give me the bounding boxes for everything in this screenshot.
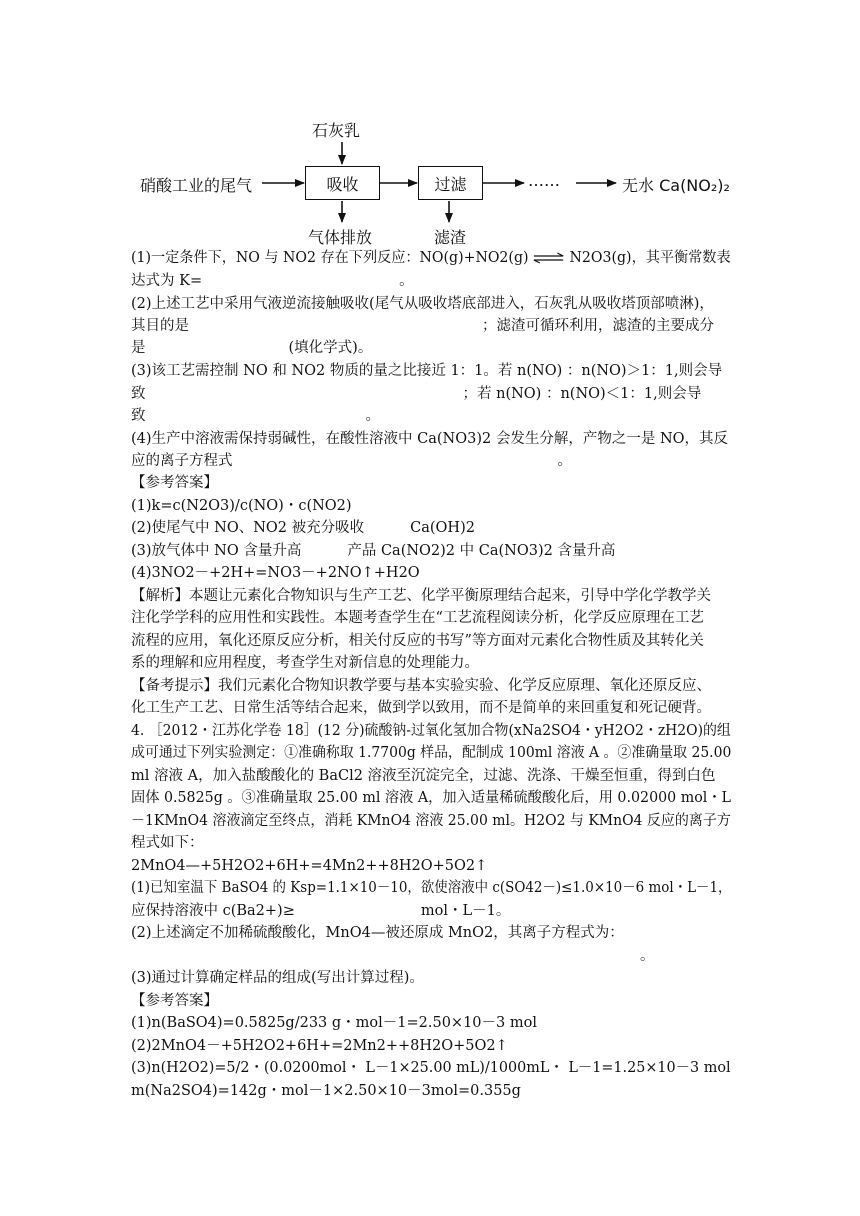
q1-line1 <box>131 248 731 268</box>
p4-q2-line-2: 。 <box>640 948 655 964</box>
q3-line3-a: 致 <box>131 408 146 424</box>
p4-line-4: 固体 0.5825g 。③准确量取 25.00 ml 溶液 A，加入适量稀硫酸酸化后，用 0.02000 mol・L <box>131 790 731 806</box>
process-flowchart <box>0 0 860 245</box>
answer1-item-2-a: (2)使尾气中 NO、NO2 被充分吸收 <box>131 520 365 536</box>
q2-line3-a: 是 <box>131 340 146 356</box>
flowchart-reagent-label: 石灰乳 <box>312 121 361 140</box>
q2-line3-b: (填化学式)。 <box>288 340 373 356</box>
q4-line2 <box>131 451 572 471</box>
q2-line2 <box>131 316 714 336</box>
q3-line2-b: ；若 n(NO) ：n(NO)＜1：1,则会导 <box>462 386 702 402</box>
flowchart-box-absorb: 吸收 <box>305 166 380 200</box>
analysis-line-2: 注化学学科的应用性和实践性。本题考查学生在“工艺流程阅读分析，化学反应原理在工艺 <box>131 610 704 626</box>
answer2-heading: 【参考答案】 <box>131 993 218 1009</box>
p4-line-5: －1KMnO4 溶液滴定至终点，消耗 KMnO4 溶液 25.00 ml。H2O2 与 KMnO4 反应的离子方 <box>131 813 731 829</box>
q4-line1: (4)生产中溶液需保持弱碱性，在酸性溶液中 Ca(NO3)2 会发生分解，产物之一是 NO，其反 <box>131 431 729 447</box>
flowchart-gas-label: 气体排放 <box>308 228 373 247</box>
q1-line2-b: 。 <box>399 273 414 289</box>
answer1-item-2-b: Ca(OH)2 <box>410 520 475 536</box>
q3-line3-b: 。 <box>365 408 380 424</box>
flowchart-output-label: 无水 Ca(NO₂)₂ <box>622 176 730 195</box>
p4-q3: (3)通过计算确定样品的组成(写出计算过程)。 <box>131 970 424 986</box>
q3-line2 <box>131 384 701 404</box>
p4-line-1: 4. ［2012・江苏化学卷 18］(12 分)硫酸钠-过氧化氢加合物(xNa2SO4・yH2O2・zH2O)的组 <box>131 723 731 739</box>
analysis-line-1: 【解析】本题让元素化合物知识与生产工艺、化学平衡原理结合起来，引导中学化学教学关 <box>131 588 711 604</box>
p4-q1-line-2 <box>131 901 510 921</box>
answer1-item-4: (4)3NO2－+2H+=NO3－+2NO↑+H2O <box>131 565 420 581</box>
q1-text-a: (1)一定条件下，NO 与 NO2 存在下列反应：NO(g)+NO2(g) <box>131 250 529 266</box>
p4-line-2: 成可通过下列实验测定：①准确称取 1.7700g 样品，配制成 100ml 溶液 A 。②准确量取 25.00 <box>131 745 732 761</box>
q1-text-b: N2O3(g)，其平衡常数表 <box>569 250 731 266</box>
answer2-item-1: (1)n(BaSO4)=0.5825g/233 g・mol－1=2.50×10－3 mol <box>131 1015 537 1031</box>
answer1-item-1: (1)k=c(N2O3)/c(NO)・c(NO2) <box>131 498 352 514</box>
q4-line2-a: 应的离子方程式 <box>131 453 233 469</box>
q2-line3 <box>131 338 372 358</box>
q3-line2-a: 致 <box>131 386 146 402</box>
answer1-item-3 <box>131 541 615 561</box>
q1-line2 <box>131 271 414 291</box>
q2-line2-a: 其目的是 <box>131 318 189 334</box>
analysis-line-4: 系的理解和应用程度，考查学生对新信息的处理能力。 <box>131 655 479 671</box>
answer1-item-3-a: (3)放气体中 NO 含量升高 <box>131 543 302 559</box>
tip-line-1: 【备考提示】我们元素化合物知识教学要与基本实验实验、化学反应原理、氧化还原反应、 <box>131 678 711 694</box>
q1-line2-a: 达式为 K= <box>131 273 203 289</box>
p4-q1-line-1: (1)已知室温下 BaSO4 的 Ksp=1.1×10－10，欲使溶液中 c(SO42－)≤1.0×10－6 mol・L－1， <box>131 880 732 896</box>
q3-line1: (3)该工艺需控制 NO 和 NO2 物质的量之比接近 1：1。若 n(NO) ：n(NO)＞1：1,则会导 <box>131 363 723 379</box>
q3-line3 <box>131 406 380 426</box>
answer1-heading: 【参考答案】 <box>131 475 218 491</box>
flowchart-residue-label: 滤渣 <box>434 228 467 247</box>
p4-q1-line-2-b: mol・L－1。 <box>420 903 511 919</box>
answer2-item-3: (3)n(H2O2)=5/2・(0.0200mol・ L－1×25.00 mL)/1000mL・ L－1=1.25×10－3 mol <box>131 1060 731 1076</box>
p4-line-6: 程式如下： <box>131 835 204 851</box>
p4-line-3: ml 溶液 A，加入盐酸酸化的 BaCl2 溶液至沉淀完全，过滤、洗涤、干燥至恒重，得到白色 <box>131 768 716 784</box>
p4-equation: 2MnO4—+5H2O2+6H+=4Mn2++8H2O+5O2↑ <box>131 858 488 874</box>
p4-q1-line-2-a: 应保持溶液中 c(Ba2+)≥ <box>131 903 295 919</box>
q2-line2-b: ；滤渣可循环利用，滤渣的主要成分 <box>482 318 714 334</box>
answer2-item-4: m(Na2SO4)=142g・mol－1×2.50×10－3mol=0.355g <box>131 1083 521 1099</box>
answer1-item-3-b: 产品 Ca(NO2)2 中 Ca(NO3)2 含量升高 <box>347 543 616 559</box>
answer2-item-2: (2)2MnO4－+5H2O2+6H+=2Mn2++8H2O+5O2↑ <box>131 1038 508 1054</box>
equilibrium-arrow-icon <box>532 252 565 264</box>
q2-line1: (2)上述工艺中采用气液逆流接触吸收(尾气从吸收塔底部进入，石灰乳从吸收塔顶部喷淋)， <box>131 296 714 312</box>
flowchart-box-filter: 过滤 <box>418 166 483 200</box>
tip-line-2: 化工生产工艺、日常生活等结合起来，做到学以致用，而不是简单的来回重复和死记硬背。 <box>131 700 711 716</box>
flowchart-dots: …… <box>528 171 560 190</box>
q4-line2-b: 。 <box>557 453 572 469</box>
flowchart-input-label: 硝酸工业的尾气 <box>140 176 253 195</box>
p4-q2-line-1: (2)上述滴定不加稀硫酸酸化，MnO4—被还原成 MnO2，其离子方程式为： <box>131 925 624 941</box>
answer1-item-2 <box>131 518 475 538</box>
analysis-line-3: 流程的应用，氧化还原反应分析，相关付反应的书写”等方面对元素化合物性质及其转化关 <box>131 633 704 649</box>
